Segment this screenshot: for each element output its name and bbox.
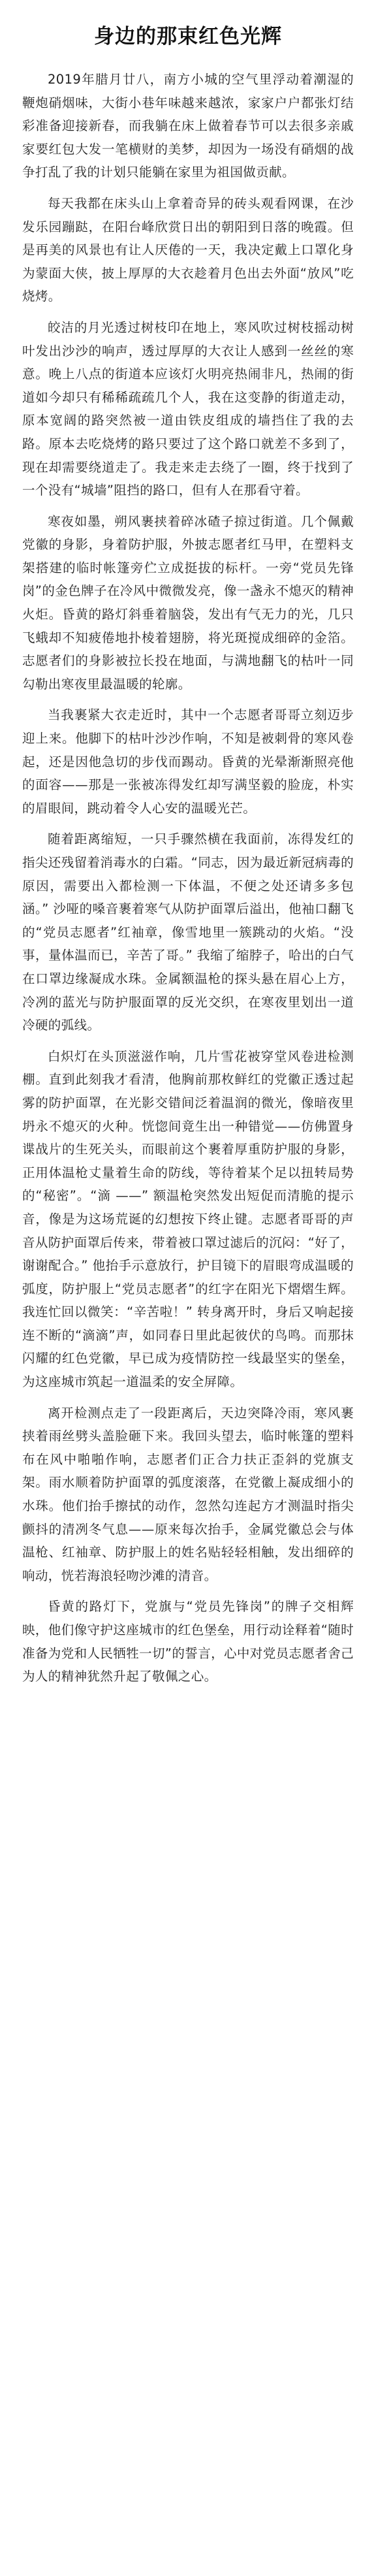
article-paragraph: 昏黄的路灯下，党旗与“党员先锋岗”的牌子交相辉映，他们像守护这座城市的红色堡垒，用行动诠释着“随时准备为党和人民牺牲一切”的誓言，心中对党员志愿者舍己为人的精神犹然升起了敬佩之心。	[22, 1599, 354, 1684]
article-paragraph: 每天我都在床头山上拿着奇异的砖头观看网课，在沙发乐园蹦跶，在阳台峰欣赏日出的朝阳到日落的晚霞。但是再美的风景也有让人厌倦的一天，我决定戴上口罩化身为蒙面大侠，披上厚厚的大衣趁着月色出去外面“放风”吃烧烤。	[22, 195, 354, 304]
article-paragraph: 2019年腊月廿八，南方小城的空气里浮动着潮湿的鞭炮硝烟味，大街小巷年味越来越浓，家家户户都张灯结彩准备迎接新春，而我躺在床上做着春节可以去很多亲戚家要红包大发一笔横财的美梦，却因为一场没有硝烟的战争打乱了我的计划只能躺在家里为祖国做贡献。	[22, 72, 354, 180]
article-paragraph: 寒夜如墨，朔风裹挟着碎冰碴子掠过街道。几个佩戴党徽的身影，身着防护服，外披志愿者红马甲，在塑料支架搭建的临时帐篷旁伫立成挺拔的标杆。一旁“党员先锋岗”的金色牌子在冷风中微微发亮，像一盏永不熄灭的精神火炬。昏黄的路灯斜垂着脑袋，发出有气无力的光，几只飞蛾却不知疲倦地扑棱着翅膀，将光斑搅成细碎的金箔。志愿者们的身影被拉长投在地面，与满地翻飞的枯叶一同勾勒出寒夜里最温暖的轮廓。	[22, 513, 354, 692]
article-paragraph: 皎洁的月光透过树枝印在地上，寒风吹过树枝摇动树叶发出沙沙的响声，透过厚厚的大衣让人感到一丝丝的寒意。晚上八点的街道本应该灯火明亮热闹非凡，热闹的街道如今却只有稀稀疏疏几个人，我在这变静的街道走动，原本宽阔的路突然被一道由铁皮组成的墙挡住了我的去路。原本去吃烧烤的路只要过了这个路口就差不多到了，现在却需要绕道走了。我走来走去绕了一圈，终于找到了一个没有“城墙”阻挡的路口，但有人在那看守着。	[22, 319, 354, 498]
article-title: 身边的那束红色光辉	[94, 25, 282, 48]
article-paragraph: 当我裹紧大衣走近时，其中一个志愿者哥哥立刻迈步迎上来。他脚下的枯叶沙沙作响，不知是被刺骨的寒风卷起，还是因他急切的步伐而踢动。昏黄的光晕渐渐照亮他的面容——那是一张被冻得发红却写满坚毅的脸庞，朴实的眉眼间，跳动着令人心安的温暖光芒。	[22, 707, 354, 816]
article-paragraph: 离开检测点走了一段距离后，天边突降冷雨，寒风裹挟着雨丝劈头盖脸砸下来。我回头望去，临时帐篷的塑料布在风中啪啪作响，志愿者们正合力扶正歪斜的党旗支架。雨水顺着防护面罩的弧度滚落，在党徽上凝成细小的水珠。他们抬手擦拭的动作，忽然勾连起方才测温时指尖颤抖的清冽冬气息——原来每次抬手，金属党徽总会与体温枪、红袖章、防护服上的姓名贴轻轻相触，发出细碎的响动，恍若海浪轻吻沙滩的清音。	[22, 1405, 354, 1583]
article-paragraph: 白炽灯在头顶滋滋作响，几片雪花被穿堂风卷进检测棚。直到此刻我才看清，他胸前那枚鲜红的党徽正透过起雾的防护面罩，在光影交错间泛着温润的微光，像暗夜里坍永不熄灭的火种。恍惚间竟生出一种错觉——仿佛置身谍战片的生死关头，而眼前这个裹着厚重防护服的身影，正用体温枪丈量着生命的防线，等待着某个足以扭转局势的“秘密”。“滴 ——” 额温枪突然发出短促而清脆的提示音，像是为这场荒诞的幻想按下终止键。志愿者哥哥的声音从防护面罩后传来，带着被口罩过滤后的沉闷：“好了，谢谢配合。” 他抬手示意放行，护目镜下的眉眼弯成温暖的弧度，防护服上“党员志愿者”的红字在阳光下熠熠生辉。我连忙回以微笑：“辛苦啦！” 转身离开时，身后又响起接连不断的“滴滴”声，如同春日里此起彼伏的鸟鸣。而那抹闪耀的红色党徽，早已成为疫情防控一线最坚实的堡垒，为这座城市筑起一道温柔的安全屏障。	[22, 1048, 354, 1390]
article-body	[22, 68, 354, 1688]
article-paragraph: 随着距离缩短，一只手骤然横在我面前，冻得发红的指尖还残留着消毒水的白霜。“同志，因为最近新冠病毒的原因，需要出入都检测一下体温，不便之处还请多多包涵。” 沙哑的嗓音裹着寒气从防护面罩后溢出，他袖口翻飞的“党员志愿者”红袖章，像雪地里一簇跳动的火焰。“没事，量体温而已，辛苦了哥。” 我缩了缩脖子，哈出的白气在口罩边缘凝成水珠。金属额温枪的探头悬在眉心上方，冷冽的蓝光与防护服面罩的反光交织，在寒夜里划出一道冷硬的弧线。	[22, 831, 354, 1033]
